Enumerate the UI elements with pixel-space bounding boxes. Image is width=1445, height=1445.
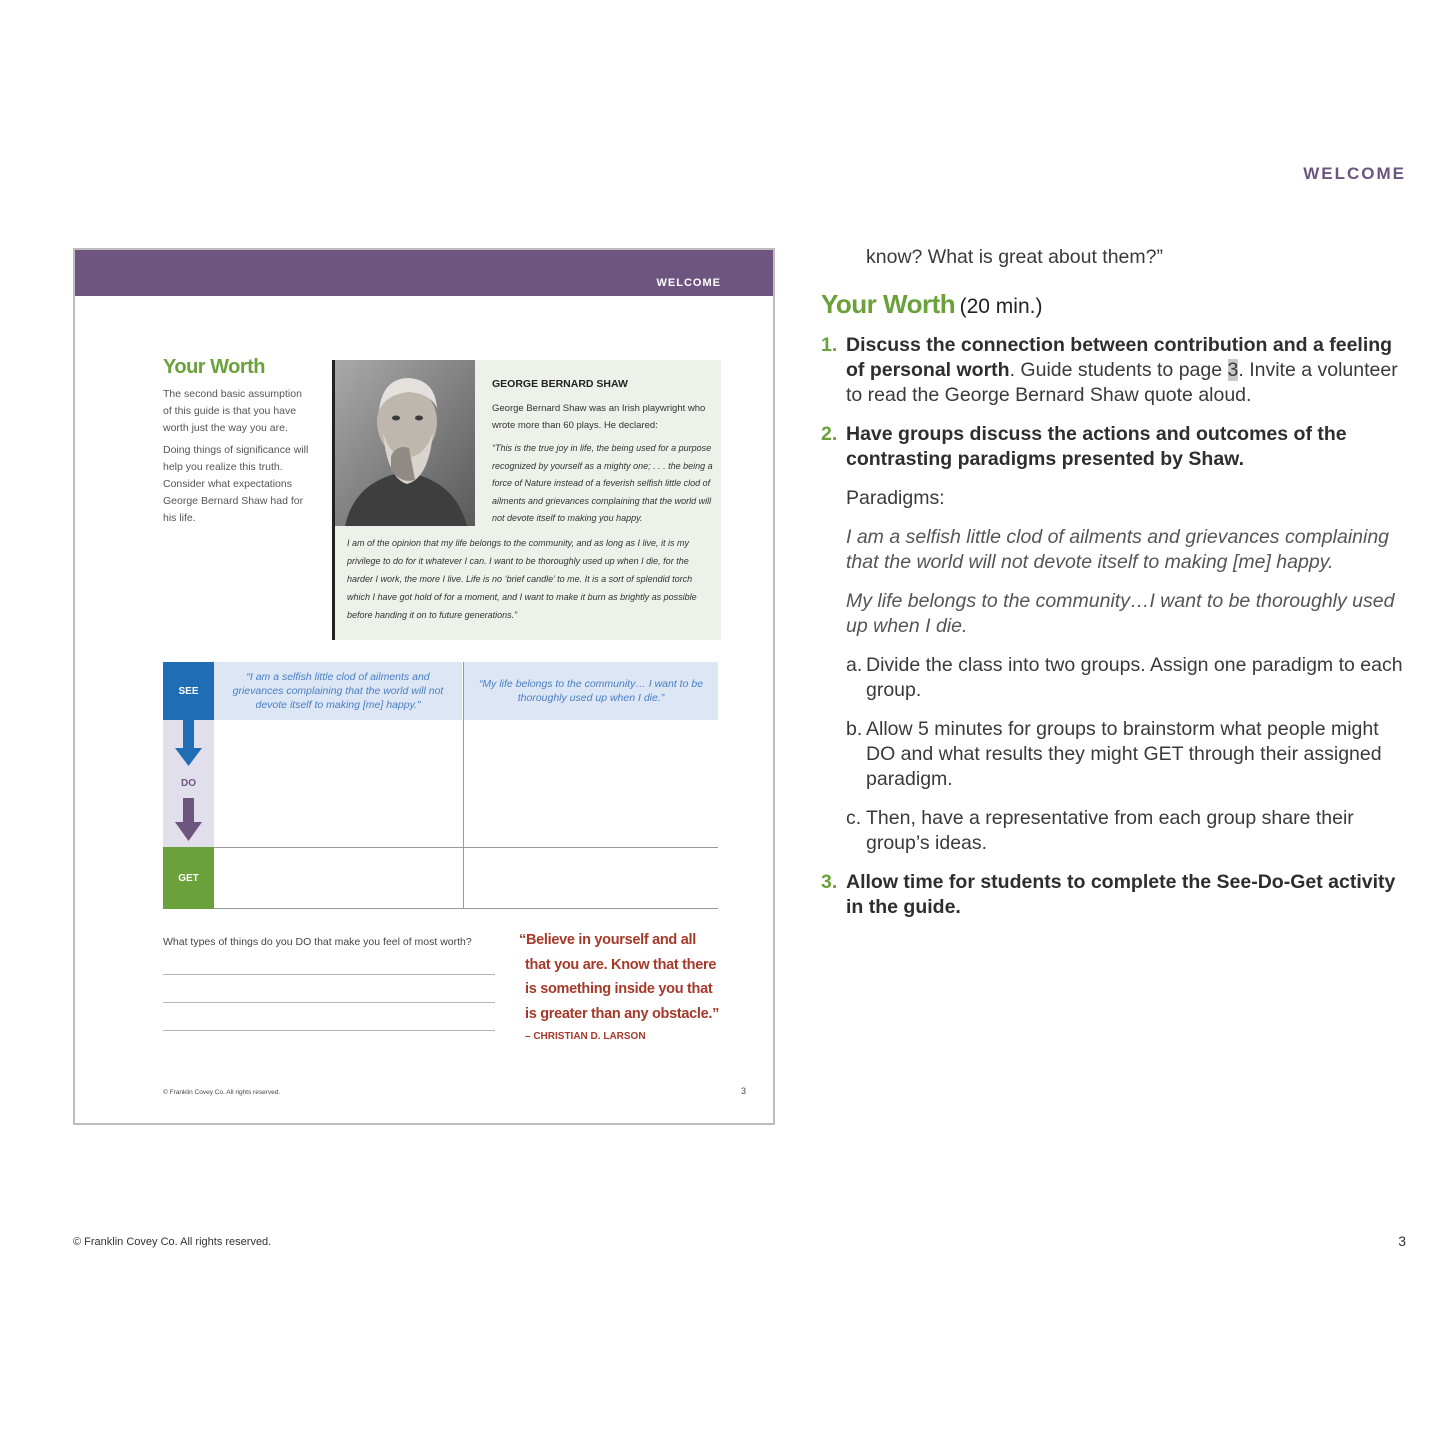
step-1-heading: Discuss the connection between contribution and a feeling of personal worth <box>846 334 1393 381</box>
substep-a <box>846 653 1406 703</box>
student-page-number: 3 <box>741 1086 747 1096</box>
continued-text: know? What is great about them?” <box>866 246 1163 268</box>
quote-attribution: – CHRISTIAN D. LARSON <box>525 1031 646 1042</box>
table-divider <box>214 847 718 848</box>
page-reference: 3 <box>1227 359 1239 381</box>
answer-line <box>163 974 495 975</box>
header-band <box>75 250 773 296</box>
step-1 <box>846 333 1412 408</box>
guide-section-title <box>821 289 1042 320</box>
substep-text: Then, have a representative from each group share their group’s ideas. <box>866 807 1354 854</box>
step-3 <box>846 870 1412 920</box>
substep-key: b. <box>846 718 863 740</box>
section-time: (20 min.) <box>959 295 1043 318</box>
step-1-text: . Guide students to page <box>1009 359 1228 381</box>
answer-line <box>163 1002 495 1003</box>
table-divider <box>214 908 718 909</box>
student-page-title: Your Worth <box>163 356 266 378</box>
step-3-heading: Allow time for students to complete the See-Do-Get activity in the guide. <box>846 871 1396 918</box>
reflection-question: What types of things do you DO that make you feel of most worth? <box>163 936 472 948</box>
shaw-quote-part-2: I am of the opinion that my life belongs to the community, and as long as I live, it is my privilege to do for it whatever I can. I want to be thoroughly used up when I die, for the harder I work, the more I live. Life is no ‘brief candle’ to me. It is a sort of splendid torch which I have got hold of for a moment, and I want to make it burn as brightly as possible before handing it on to future generations.” <box>347 538 697 620</box>
shaw-portrait <box>335 360 475 526</box>
substep-text: Allow 5 minutes for groups to brainstorm what people might DO and what results they might GET through their assigned paradigm. <box>866 718 1382 790</box>
get-label: GET <box>163 847 214 909</box>
step-2-heading <box>846 422 1366 472</box>
step-number: 1. <box>821 334 838 356</box>
answer-line <box>163 1030 495 1031</box>
intro-paragraph-1: The second basic assumption of this guide is that you have worth just the way you are. <box>163 388 302 434</box>
shaw-intro: George Bernard Shaw was an Irish playwright who wrote more than 60 plays. He declared: <box>492 403 706 431</box>
footer-page-number: 3 <box>1398 1233 1406 1249</box>
quote-line: is something inside you that <box>525 981 713 997</box>
step-number: 3. <box>821 871 838 893</box>
student-page-thumbnail <box>73 248 775 1125</box>
step-1-text: . Invite a volunteer to read the George Bernard Shaw quote aloud. <box>846 359 1398 406</box>
substep-c <box>846 806 1406 856</box>
paradigm-1: I am a selfish little clod of ailments and grievances complaining that the world will not devote itself to making [me] happy. <box>846 526 1390 573</box>
quote-line: is greater than any obstacle.” <box>525 1005 720 1022</box>
paradigm-2: My life belongs to the community…I want to be thoroughly used up when I die. <box>846 590 1395 637</box>
portrait-image <box>335 360 475 526</box>
step-2-bold: Have groups discuss the actions and outcomes of the contrasting paradigms presented by Shaw. <box>846 423 1347 470</box>
step-number: 2. <box>821 423 838 445</box>
quote-line: that you are. Know that there <box>525 956 717 973</box>
table-divider <box>463 662 464 909</box>
quote-line: “Believe in yourself and all <box>519 932 696 948</box>
substep-key: a. <box>846 654 863 676</box>
student-page-copyright: © Franklin Covey Co. All rights reserved. <box>163 1089 281 1096</box>
larson-quote <box>519 928 731 1026</box>
section-label: WELCOME <box>1303 164 1406 183</box>
see-label: SEE <box>163 662 214 720</box>
shaw-name: GEORGE BERNARD SHAW <box>492 378 628 390</box>
paradigm-2-header: “My life belongs to the community… I want to be thoroughly used up when I die.” <box>464 662 718 720</box>
substep-b <box>846 717 1386 792</box>
paradigm-1-header: “I am a selfish little clod of ailments and grievances complaining that the world will not devote itself to making [me] happy.” <box>214 662 462 720</box>
do-label: DO <box>181 778 196 789</box>
band-label: WELCOME <box>656 277 721 289</box>
section-title: Your Worth <box>821 289 956 319</box>
substep-key: c. <box>846 807 862 829</box>
shaw-quote-part-1: “This is the true joy in life, the being used for a purpose recognized by yourself as a mighty one; . . . the being a force of Nature instead of a feverish selfish little clod of ailments and grievances complaining that the world will not devote itself to making you happy. <box>492 443 713 523</box>
shaw-quote-box <box>332 360 721 640</box>
intro-paragraph-2: Doing things of significance will help you realize this truth. Consider what expectations George Bernard Shaw had for his life. <box>163 444 309 524</box>
footer-copyright: © Franklin Covey Co. All rights reserved. <box>73 1236 272 1248</box>
substep-text: Divide the class into two groups. Assign one paradigm to each group. <box>866 654 1403 701</box>
paradigms-label: Paradigms: <box>846 487 945 509</box>
